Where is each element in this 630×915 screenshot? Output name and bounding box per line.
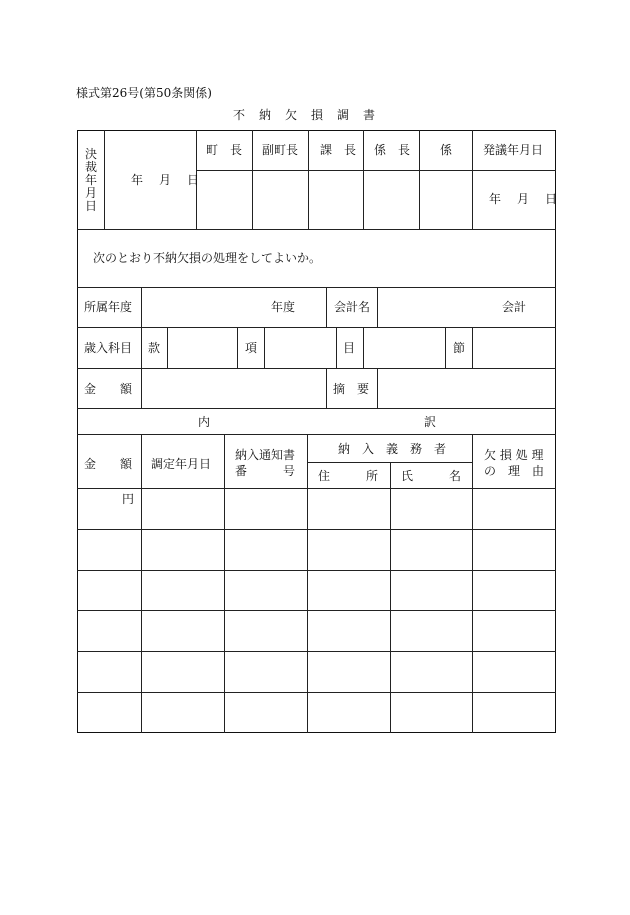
- form-frame: [77, 130, 556, 733]
- form-reference: 様式第26号(第50条関係): [76, 86, 212, 100]
- role-deputy-mayor: 副町長: [262, 143, 299, 157]
- role-subsection-chief: 係 長: [374, 143, 411, 157]
- role-section-chief: 課 長: [320, 143, 357, 157]
- table-row: [77, 610, 556, 611]
- revenue-item-label: 歳入科目: [84, 341, 133, 355]
- setsu-label: 節: [453, 341, 466, 355]
- decision-date-value: 年 月 日: [131, 173, 202, 187]
- header-notice-no-1: 納入通知書: [235, 448, 296, 462]
- account-suffix: 会計: [502, 300, 527, 314]
- decision-date-label: 決裁年月日: [84, 147, 97, 213]
- amount-label: 金 額: [84, 382, 133, 396]
- header-address: 住 所: [318, 469, 379, 483]
- header-name: 氏 名: [401, 469, 462, 483]
- kou-label: 項: [245, 341, 258, 355]
- breakdown-uchi: 内: [198, 415, 211, 429]
- yen-unit: 円: [122, 492, 135, 506]
- proposal-date-label: 発議年月日: [483, 143, 544, 157]
- role-mayor: 町 長: [206, 143, 243, 157]
- breakdown-wake: 訳: [424, 415, 437, 429]
- header-obligor: 納 入 義 務 者: [338, 442, 447, 456]
- table-row: [77, 651, 556, 652]
- summary-label: 摘 要: [333, 382, 370, 396]
- header-reason-1: 欠 損 処 理: [484, 448, 544, 462]
- moku-label: 目: [343, 341, 356, 355]
- header-reason-2: の 理 由: [484, 464, 545, 478]
- table-row: [77, 529, 556, 530]
- role-staff: 係: [440, 143, 453, 157]
- fiscal-year-label: 所属年度: [84, 300, 133, 314]
- fiscal-year-suffix: 年度: [271, 300, 296, 314]
- kan-label: 款: [148, 341, 161, 355]
- statement-text: 次のとおり不納欠損の処理をしてよいか。: [93, 251, 322, 265]
- header-assessment-date: 調定年月日: [151, 457, 212, 471]
- table-row: [77, 570, 556, 571]
- proposal-date-value: 年 月 日: [489, 192, 560, 206]
- table-row: [77, 692, 556, 693]
- account-name-label: 会計名: [334, 300, 371, 314]
- header-amount: 金 額: [84, 457, 133, 471]
- header-notice-no-2: 番 号: [235, 464, 296, 478]
- form-title: 不 納 欠 損 調 書: [233, 108, 377, 122]
